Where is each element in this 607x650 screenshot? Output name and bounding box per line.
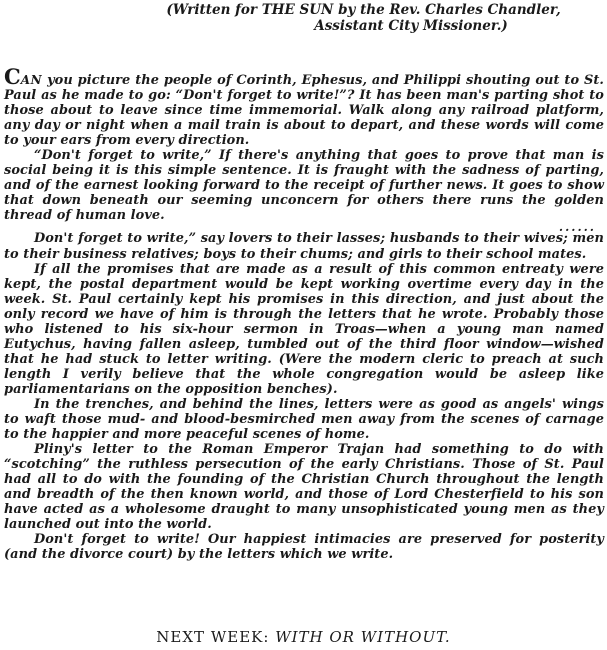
paragraph-5: In the trenches, and behind the lines, letters were as good as angels' wings to waft those mud- and blood-besmirched men away from the scenes of carnage to the happier and more peaceful scenes of home. — [4, 396, 604, 443]
next-week-label: NEXT WEEK: — [156, 628, 270, 646]
newspaper-name: THE SUN — [261, 2, 334, 18]
paragraph-4: If all the promises that are made as a result of this common entreaty were kept, the postal department would be kept working overtime every day in the week. St. Paul certainly kept his promises in this direction, and just about the only record we have of him is through the letters that he wrote. Probably those who listened to his six-hour sermon in Troas—when a young man named Eutychus, having fallen asleep, tumbled out of the third floor window—wished that he had stuck to letter writing. (Were the modern cleric to preach at such length I verily believe that the whole congregation would be asleep like parliamentarians on the opposition benches). — [4, 261, 604, 397]
byline — [0, 2, 607, 34]
next-week-title: WITH OR WITHOUT. — [275, 628, 451, 646]
paragraph-7: Don't forget to write! Our happiest intimacies are preserved for posterity (and the divorce court) by the letters which we write. — [4, 532, 604, 563]
paragraph-3: Don't forget to write,” say lovers to their lasses; husbands to their wives; men to their business relatives; boys to their chums; and girls to their school mates. — [4, 231, 604, 262]
next-week-teaser — [0, 628, 607, 646]
paragraph-1 — [4, 64, 604, 149]
byline-prefix: (Written for — [166, 2, 262, 18]
byline-line-1 — [0, 2, 607, 18]
article-body — [4, 64, 604, 563]
drop-cap: C — [4, 64, 21, 89]
byline-line-2: Assistant City Missioner.) — [314, 18, 508, 34]
paragraph-6: Pliny's letter to the Roman Emperor Trajan had something to do with “scotching” the ruthless persecution of the early Christians. Those of St. Paul had all to do with the founding of the Christian Church throughout the length and breadth of the then known world, and those of Lord Chesterfield to his son have acted as a wholesome draught to many unsophisticated young men as they launched out into the world. — [4, 442, 604, 533]
separator-dots: ...... — [558, 220, 596, 235]
paragraph-2: “Don't forget to write,” If there's anything that goes to prove that man is social being it is this simple sentence. It is fraught with the sadness of parting, and of the earnest looking forward to the receipt of further news. It goes to show that down beneath our seeming unconcern for others there runs the golden thread of human love. — [4, 148, 604, 224]
byline-author: by the Rev. Charles Chandler, — [333, 2, 561, 18]
opening-word: AN — [20, 73, 43, 87]
paragraph-1-text: you picture the people of Corinth, Ephesus, and Philippi shouting out to St. Paul as he made to go: “Don't forget to write!”? It has been man's parting shot to those about to leave since time immemorial. Walk along any railroad platform, any day or night when a mail train is about to depart, and these words will come to your ears from every direction. — [4, 73, 604, 149]
